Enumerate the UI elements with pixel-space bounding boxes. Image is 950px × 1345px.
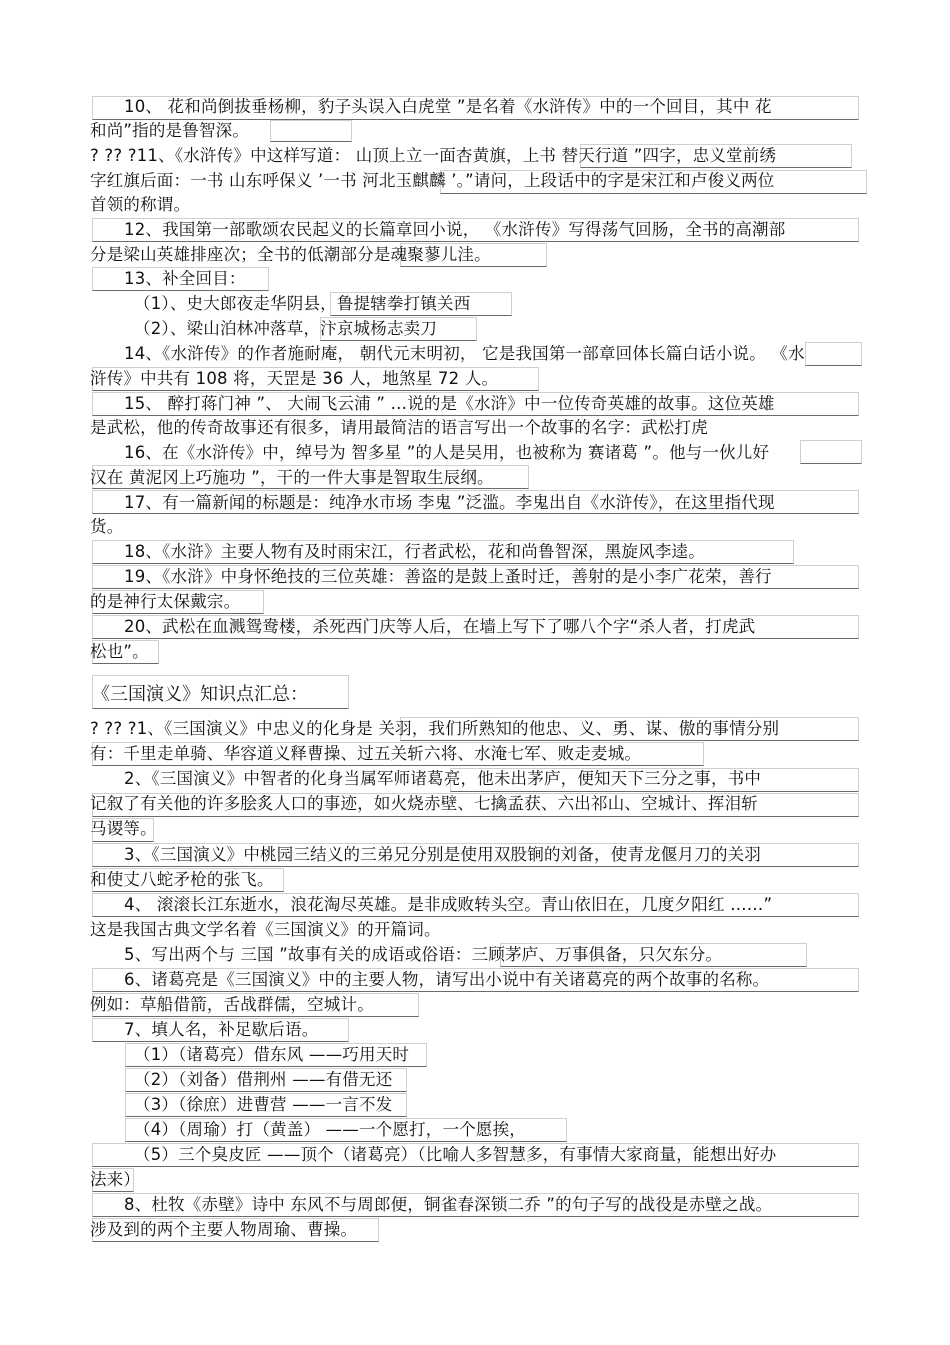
text-line: 3、《三国演义》中桃园三结义的三弟兄分别是使用双股锏的刘备，使青龙偃月刀的关羽 (124, 845, 762, 864)
text-line: （2）（刘备）借荆州 ——有借无还 (134, 1070, 393, 1089)
text-line: 16、在《水浒传》中，绰号为 智多星 ”的人是吴用，也被称为 赛诸葛 ”。他与一伙儿好 (124, 443, 770, 462)
text-line: （2）、梁山泊林冲落草，汴京城杨志卖刀 (134, 319, 438, 338)
text-line: 首领的称谓。 (90, 195, 191, 214)
text-line: ? ?? ?1、《三国演义》中忠义的化身是 关羽，我们所熟知的他忠、义、勇、谋、傲的事情分别 (90, 719, 780, 738)
text-line: 马谡等。 (90, 819, 157, 838)
text-line: （4）（周瑜）打（黄盖） ——一个愿打，一个愿挨， (134, 1120, 526, 1139)
text-line: 这是我国古典文学名着《三国演义》的开篇词。 (90, 920, 441, 939)
text-line: 13、补全回目： (124, 269, 246, 288)
text-line: 有：千里走单骑、华容道义释曹操、过五关斩六将、水淹七军、败走麦城。 (90, 744, 642, 763)
text-line: 2、《三国演义》中智者的化身当属军师诸葛亮，他未出茅庐，便知天下三分之事，书中 (124, 769, 762, 788)
text-line: 4、 滚滚长江东逝水，浪花淘尽英雄。是非成败转头空。青山依旧在，几度夕阳红 ……” (124, 895, 773, 914)
text-line: 记叙了有关他的许多脍炙人口的事迹，如火烧赤壁、七擒孟获、六出祁山、空城计、挥泪斩 (90, 794, 758, 813)
text-line: 汉在 黄泥冈上巧施功 ”，干的一件大事是智取生辰纲。 (90, 468, 494, 487)
text-line: 的是神行太保戴宗。 (90, 592, 241, 611)
text-line: （3）（徐庶）进曹营 ——一言不发 (134, 1095, 393, 1114)
text-line: 18、《水浒》主要人物有及时雨宋江，行者武松，花和尚鲁智深，黑旋风李逵。 (124, 542, 705, 561)
text-line: 19、《水浒》中身怀绝技的三位英雄：善盗的是鼓上蚤时迁，善射的是小李广花荣，善行 (124, 567, 772, 586)
text-line: 8、杜牧《赤壁》诗中 东风不与周郎便，铜雀春深锁二乔 ”的句子写的战役是赤壁之战。 (124, 1195, 773, 1214)
text-line: 17、有一篇新闻的标题是：纯净水市场 李鬼 ”泛滥。李鬼出自《水浒传》，在这里指代现 (124, 493, 775, 512)
text-line: 和尚”指的是鲁智深。 (90, 121, 250, 140)
text-line: 10、 花和尚倒拔垂杨柳，豹子头误入白虎堂 ”是名着《水浒传》中的一个回目，其中 花 (124, 97, 772, 116)
text-line: 字红旗后面：一书 山东呼保义 ’一书 河北玉麒麟 ’。”请问，上段话中的字是宋江和卢俊义两位 (90, 171, 775, 190)
text-line: 例如：草船借箭，舌战群儒，空城计。 (90, 995, 374, 1014)
text-line: 浒传》中共有 108 将，天罡是 36 人，地煞星 72 人。 (90, 369, 499, 388)
text-line: 7、填人名，补足歇后语。 (124, 1020, 319, 1039)
text-line: 法来） (90, 1170, 141, 1189)
text-line: ? ?? ?11、《水浒传》中这样写道： 山顶上立一面杏黄旗，上书 替天行道 ”四字，忠义堂前绣 (90, 146, 777, 165)
text-line: 14、《水浒传》的作者施耐庵， 朝代元末明初， 它是我国第一部章回体长篇白话小说。 《水 (124, 344, 805, 363)
text-line: （1）、史大郎夜走华阴县，鲁提辖拳打镇关西 (134, 294, 471, 313)
text-line: 涉及到的两个主要人物周瑜、曹操。 (90, 1220, 358, 1239)
text-line: 分是梁山英雄排座次；全书的低潮部分是魂聚蓼儿洼。 (90, 245, 491, 264)
text-line: （1）（诸葛亮）借东风 ——巧用天时 (134, 1045, 410, 1064)
text-line: 是武松，他的传奇故事还有很多，请用最简洁的语言写出一个故事的名字：武松打虎 (90, 418, 708, 437)
text-line: 12、我国第一部歌颂农民起义的长篇章回小说， 《水浒传》写得荡气回肠，全书的高潮部 (124, 220, 786, 239)
text-line: 和使丈八蛇矛枪的张飞。 (90, 870, 274, 889)
text-line: 货。 (90, 517, 124, 536)
text-line: （5）三个臭皮匠 ——顶个（诸葛亮）（比喻人多智慧多，有事情大家商量，能想出好办 (134, 1145, 777, 1164)
text-line: 松也”。 (90, 642, 149, 661)
text-line: 20、武松在血溅鸳鸯楼，杀死西门庆等人后，在墙上写下了哪八个字“杀人者，打虎武 (124, 617, 756, 636)
text-line: 15、 醉打蒋门神 ”、 大闹飞云浦 ” …说的是《水浒》中一位传奇英雄的故事。这位英雄 (124, 394, 775, 413)
text-line: 6、诸葛亮是《三国演义》中的主要人物，请写出小说中有关诸葛亮的两个故事的名称。 (124, 970, 770, 989)
section-heading: 《三国演义》知识点汇总： (92, 684, 308, 705)
text-line: 5、写出两个与 三国 ”故事有关的成语或俗语：三顾茅庐、万事俱备，只欠东分。 (124, 945, 723, 964)
